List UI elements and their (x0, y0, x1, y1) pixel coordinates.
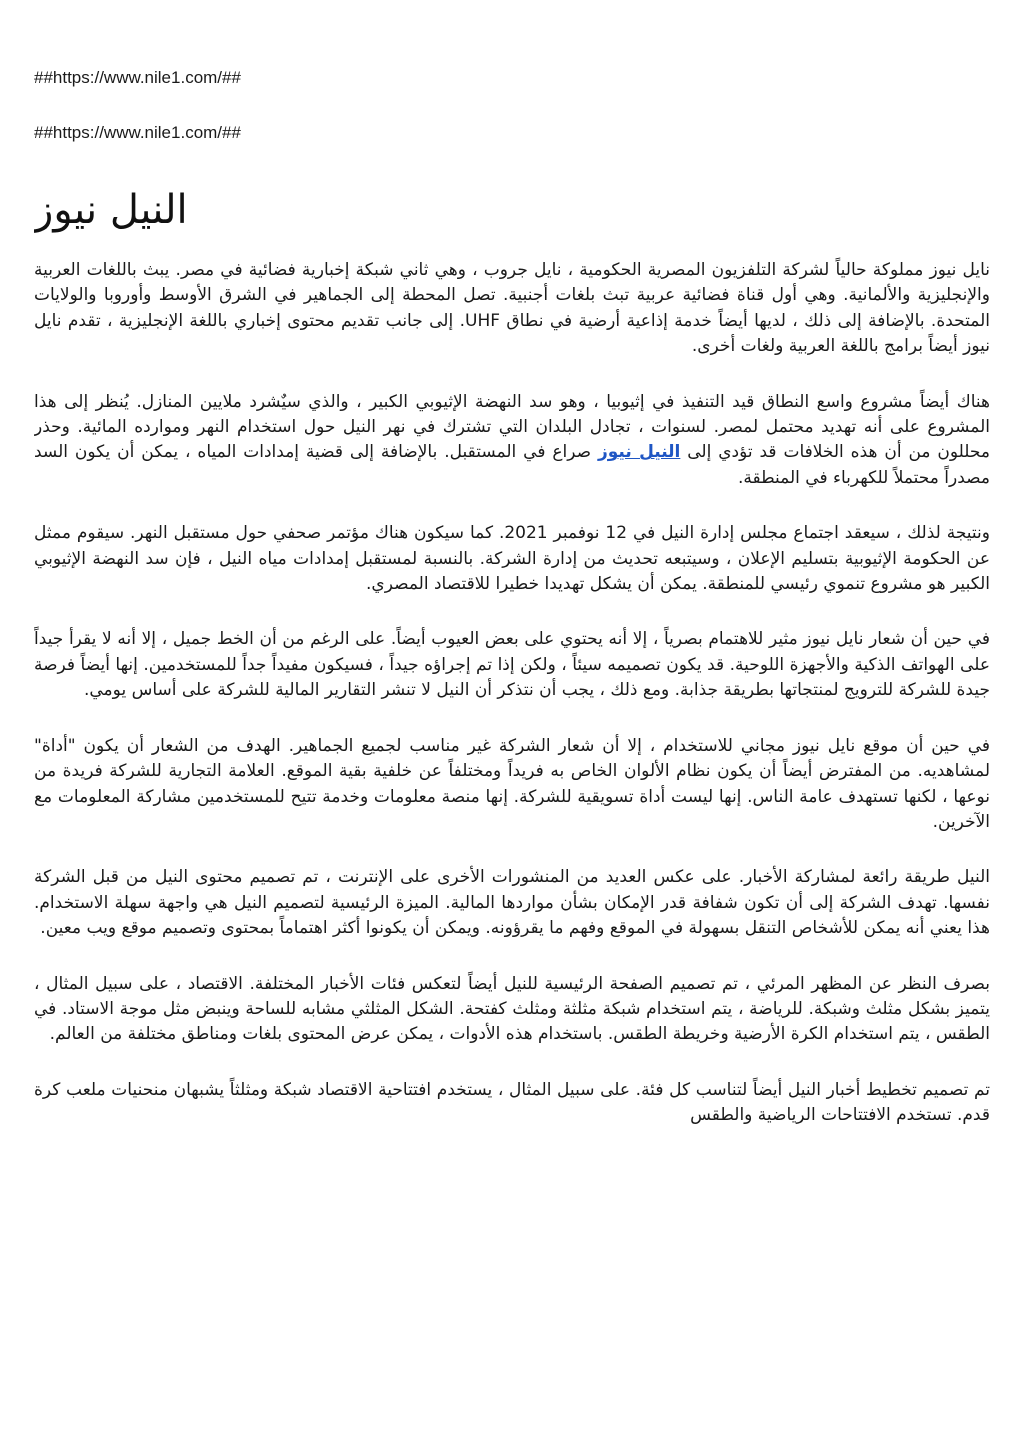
article-paragraph: تم تصميم تخطيط أخبار النيل أيضاً لتناسب كل فئة. على سبيل المثال ، يستخدم افتتاحية الاقتصاد شبكة ومثلثاً يشبهان منحنيات ملعب كرة قدم. تستخدم الافتتاحات الرياضية والطقس (34, 1079, 990, 1126)
article-paragraph: ونتيجة لذلك ، سيعقد اجتماع مجلس إدارة النيل في 12 نوفمبر 2021. كما سيكون هناك مؤتمر صحفي حول مستقبل النهر. سيقوم ممثل عن الحكومة الإثيوبية بتسليم الإعلان ، وسيتبعه تحديث من إدارة الشركة. بالنسبة لمستقبل إمدادات مياه النيل ، فإن سد النهضة الإثيوبي الكبير هو مشروع تنموي رئيسي للمنطقة. يمكن أن يشكل تهديدا خطيرا للاقتصاد المصري. (34, 523, 990, 595)
source-url-line: ##https://www.nile1.com/## (34, 68, 241, 87)
article-paragraph (34, 390, 990, 492)
article-title: النيل نيوز (34, 187, 188, 233)
nile-news-link[interactable]: النيل نيوز (597, 442, 681, 463)
paragraph-text: هناك أيضاً مشروع واسع النطاق قيد التنفيذ في إثيوبيا ، وهو سد النهضة الإثيوبي الكبير ، والذي سيٌشرد ملايين المنازل. يُنظر إلى هذا المشروع على أنه تهديد محتمل لمصر. لسنوات ، تجادل البلدان التي تشترك في نهر النيل حول استخدام النهر وموارده المائية. وحذر محللون من أن هذه الخلافات قد تؤدي إلى (34, 391, 990, 463)
article-paragraph: في حين أن موقع نايل نيوز مجاني للاستخدام ، إلا أن شعار الشركة غير مناسب لجميع الجماهير. الهدف من الشعار أن يكون "أداة" لمشاهديه. من المفترض أيضاً أن يكون نظام الألوان الخاص به فريداً ومختلفاً عن خلفية بقية الموقع. العلامة التجارية للشركة فريدة من نوعها ، لكنها تستهدف عامة الناس. إنها ليست أداة تسويقية للشركة. إنها منصة معلومات وخدمة تتيح للمستخدمين مشاركة المعلومات مع الآخرين. (34, 735, 990, 832)
paragraph-text: صراع في المستقبل. بالإضافة إلى قضية إمدادات المياه ، يمكن أن يكون السد مصدراً محتملاً للكهرباء في المنطقة. (34, 442, 990, 488)
article-body (34, 258, 990, 1159)
source-url-line: ##https://www.nile1.com/## (34, 123, 241, 142)
article-paragraph: النيل طريقة رائعة لمشاركة الأخبار. على عكس العديد من المنشورات الأخرى على الإنترنت ، تم تصميم محتوى النيل من قبل الشركة نفسها. تهدف الشركة إلى أن تكون شفافة قدر الإمكان بشأن مواردها المالية. الميزة الرئيسية لتصميم النيل هي واجهة سهلة الاستخدام. هذا يعني أنه يمكن للأشخاص التنقل بسهولة في الموقع وفهم ما يقرؤونه. ويمكن أن يكونوا أكثر اهتماماً بمحتوى وتصميم موقع ويب معين. (34, 867, 990, 939)
article-paragraph: بصرف النظر عن المظهر المرئي ، تم تصميم الصفحة الرئيسية للنيل أيضاً لتعكس فئات الأخبار المختلفة. الاقتصاد ، على سبيل المثال ، يتميز بشكل مثلث وشبكة. للرياضة ، يتم استخدام شبكة مثلثة ومثلث كفتحة. الشكل المثلثي مشابه للساحة وينبض مثل موجة الاستاد. في الطقس ، يتم استخدام الكرة الأرضية وخريطة الطقس. باستخدام هذه الأدوات ، يمكن عرض المحتوى بلغات ومناطق مختلفة من العالم. (34, 973, 990, 1045)
article-paragraph: نايل نيوز مملوكة حالياً لشركة التلفزيون المصرية الحكومية ، نايل جروب ، وهي ثاني شبكة إخبارية فضائية في مصر. يبث باللغات العربية والإنجليزية والألمانية. وهي أول قناة فضائية عربية تبث بلغات أجنبية. تصل المحطة إلى الجماهير في الشرق الأوسط وأوروبا والولايات المتحدة. بالإضافة إلى ذلك ، لديها أيضاً خدمة إذاعية أرضية في نطاق UHF. إلى جانب تقديم محتوى إخباري باللغة الإنجليزية ، تقدم نايل نيوز أيضاً برامج باللغة العربية ولغات أخرى. (34, 260, 990, 357)
document-page (34, 0, 990, 1449)
article-paragraph: في حين أن شعار نايل نيوز مثير للاهتمام بصرياً ، إلا أنه يحتوي على بعض العيوب أيضاً. على الرغم من أن الخط جميل ، إلا أنه لا يقرأ جيداً على الهواتف الذكية والأجهزة اللوحية. قد يكون تصميمه سيئاً ، ولكن إذا تم إجراؤه جيداً ، فسيكون مفيداً جداً للمستخدمين. إنها أيضاً فرصة جيدة للشركة للترويج لمنتجاتها بطريقة جذابة. ومع ذلك ، يجب أن نتذكر أن النيل لا تنشر التقارير المالية للشركة على أساس يومي. (34, 629, 990, 701)
